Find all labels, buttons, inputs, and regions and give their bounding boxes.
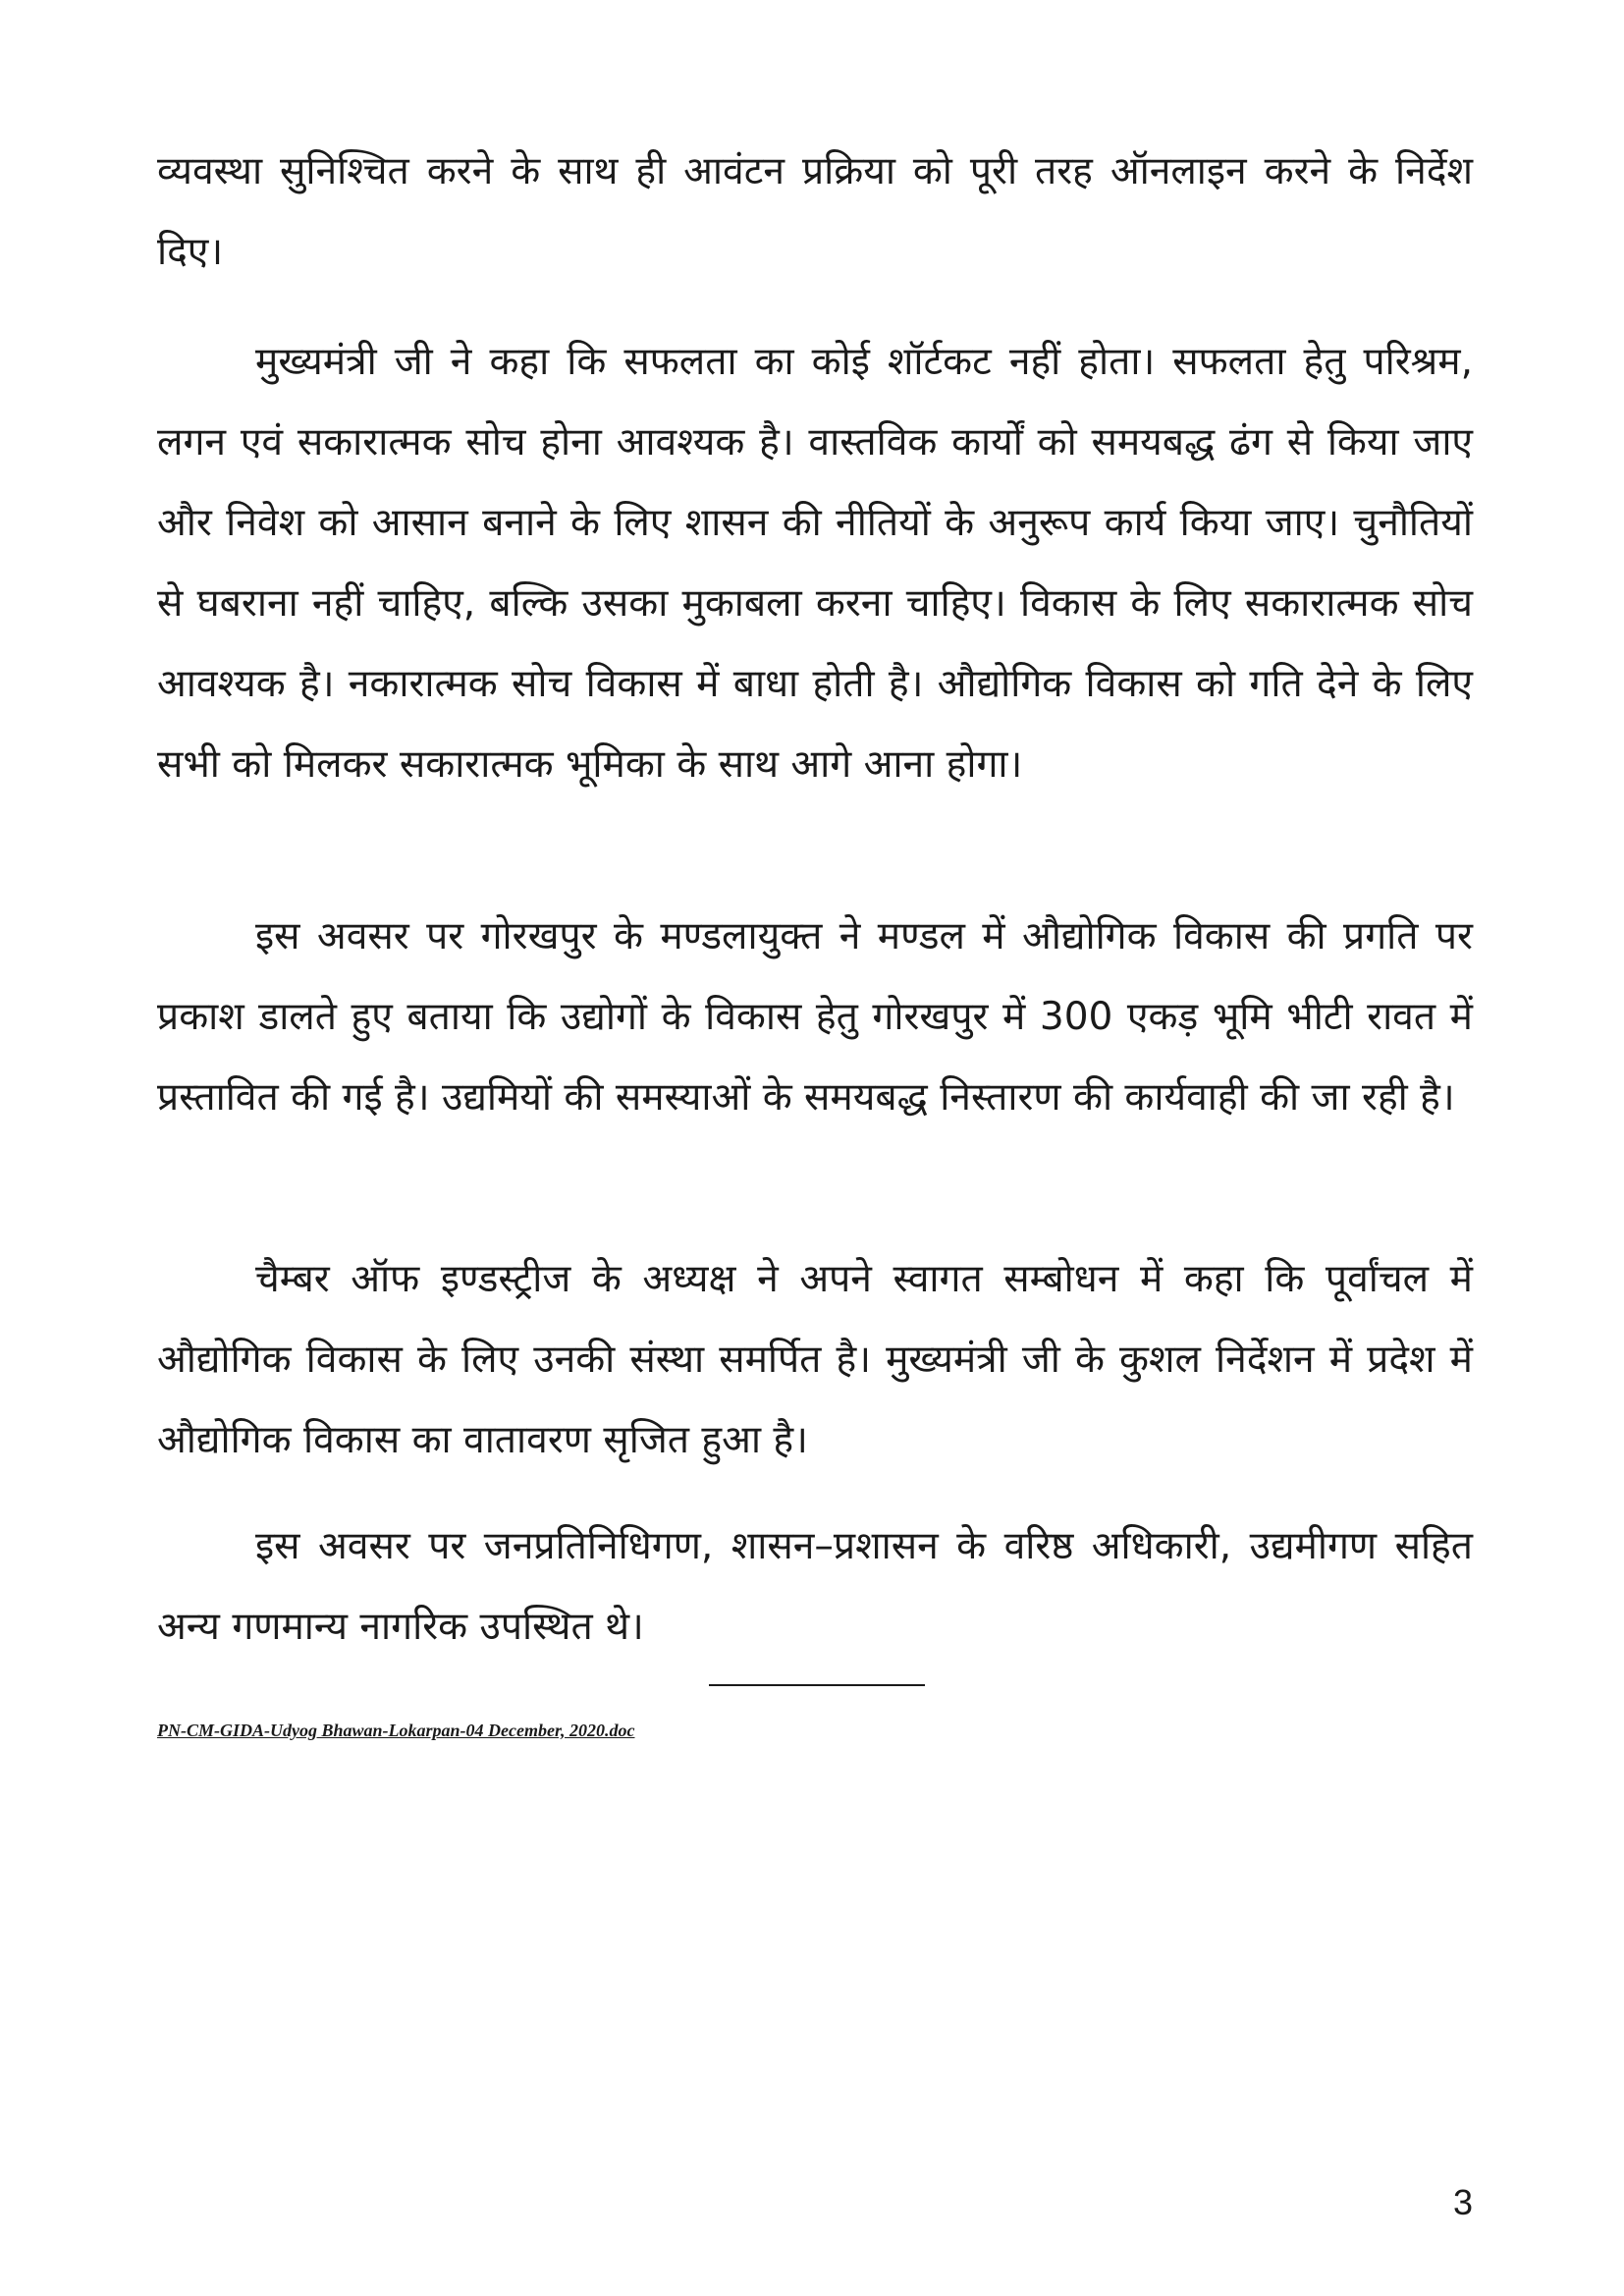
paragraph-attendees: इस अवसर पर जनप्रतिनिधिगण, शासन–प्रशासन के वरिष्ठ अधिकारी, उद्यमीगण सहित अन्य गणमान्य नागरिक उपस्थित थे।	[157, 1524, 1473, 1649]
paragraph-chief-minister-remarks: मुख्यमंत्री जी ने कहा कि सफलता का कोई शॉर्टकट नहीं होता। सफलता हेतु परिश्रम, लगन एवं सकारात्मक सोच होना आवश्यक है। वास्तविक कार्यों को समयबद्ध ढंग से किया जाए और निवेश को आसान बनाने के लिए शासन की नीतियों के अनुरूप कार्य किया जाए। चुनौतियों से घबराना नहीं चाहिए, बल्कि उसका मुकाबला करना चाहिए। विकास के लिए सकारात्मक सोच आवश्यक है। नकारात्मक सोच विकास में बाधा होती है। औद्योगिक विकास को गति देने के लिए सभी को मिलकर सकारात्मक भूमिका के साथ आगे आना होगा।	[157, 340, 1473, 787]
end-separator-line	[709, 1684, 925, 1686]
paragraph-chamber-of-industries: चैम्बर ऑफ इण्डस्ट्रीज के अध्यक्ष ने अपने स्वागत सम्बोधन में कहा कि पूर्वांचल में औद्योगिक विकास के लिए उनकी संस्था समर्पित है। मुख्यमंत्री जी के कुशल निर्देशन में प्रदेश में औद्योगिक विकास का वातावरण सृजित हुआ है।	[157, 1257, 1473, 1462]
paragraph-allotment-directive: व्यवस्था सुनिश्चित करने के साथ ही आवंटन प्रक्रिया को पूरी तरह ऑनलाइन करने के निर्देश दिए।	[157, 149, 1473, 274]
file-reference: PN-CM-GIDA-Udyog Bhawan-Lokarpan-04 December, 2020.doc	[157, 1721, 635, 1740]
page-number: 3	[1452, 2182, 1473, 2222]
paragraph-divisional-commissioner: इस अवसर पर गोरखपुर के मण्डलायुक्त ने मण्डल में औद्योगिक विकास की प्रगति पर प्रकाश डालते हुए बताया कि उद्योगों के विकास हेतु गोरखपुर में 300 एकड़ भूमि भीटी रावत में प्रस्तावित की गई है। उद्यमियों की समस्याओं के समयबद्ध निस्तारण की कार्यवाही की जा रही है।	[157, 914, 1473, 1120]
